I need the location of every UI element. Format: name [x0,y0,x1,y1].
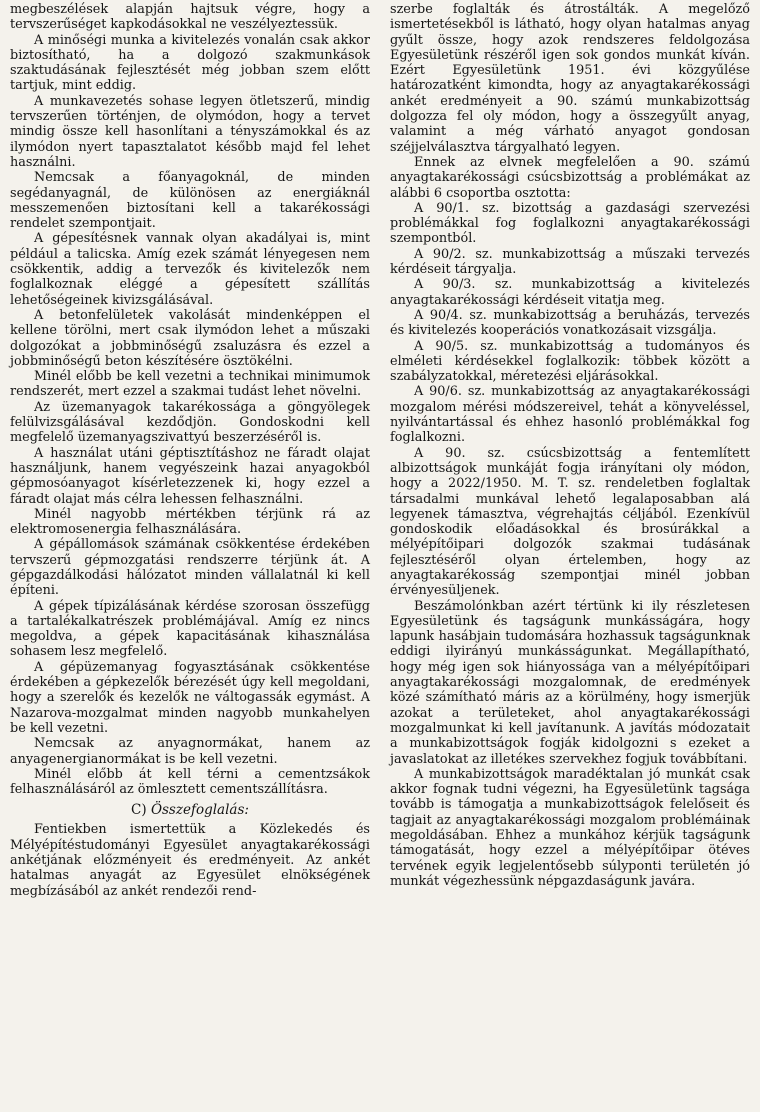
paragraph: A 90/6. sz. munkabizottság az anyagtakarékossági mozgalom mérési módszereivel, tehát a könyveléssel, nyilvántartással és ehhez hasonló problémákkal fog foglalkozni. [390,384,750,446]
paragraph: A gépek típizálásának kérdése szorosan összefügg a tartalékalkatrészek problémájával. Amíg ez nincs megoldva, a gépek kapacitásának kihasználása sohasem lesz megfelelő. [10,598,370,660]
paragraph: Nemcsak az anyagnormákat, hanem az anyagenergianormákat is be kell vezetni. [10,736,370,767]
paragraph: A minőségi munka a kivitelezés vonalán csak akkor biztosítható, ha a dolgozó szakmunkások szaktudásának fejlesztését még jobban szem előtt tartjuk, mint eddig. [10,32,370,94]
paragraph: A 90/2. sz. munkabizottság a műszaki tervezés kérdéseit tárgyalja. [390,246,750,278]
section-title: Összefoglalás: [150,802,249,819]
paragraph: A gépesítésnek vannak olyan akadályai is, mint például a talicska. Amíg ezek számát lényegesen nem csökkentik, addig a tervezők és kivitelezők nem foglalkoznak eléggé a gépesített szállítás lehetőségeinek kivizsgálásával. [10,231,370,308]
paragraph: A munkavezetés sohase legyen ötletszerű, mindig tervszerűen történjen, de olymódon, hogy a tervet mindig össze kell hasonlítani a tényszámokkal és az ilymódon nyert tapasztalatot később majd fel lehet használni. [10,93,370,170]
paragraph: Minél nagyobb mértékben térjünk rá az elektromosenergia felhasználására. [10,506,370,538]
paragraph: Beszámolónkban azért tértünk ki ily részletesen Egyesületünk és tagságunk munkásságára, hogy lapunk hasábjain tudomására hozhassuk tagságunknak eddigi ilyirányú munkásságunkat. Megállapítható, hogy még igen sok hiányossága van a mélyépítőipari anyagtakarékossági mozgalomnak, de eredmények közé számítható máris az a körülmény, hogy ismerjük azokat a területeket, ahol anyagtakarékossági mozgalmunkat ki kell javítanunk. A javítás módozatait a munkabizottságok fogják kidolgozni s ezeket a javaslatokat az illetékes szervekhez fogjuk továbbítani. [390,598,750,767]
paragraph: Nemcsak a főanyagoknál, de minden segédanyagnál, de különösen az energiáknál messzemenően biztosítani kell a takarékossági rendelet szempontjait. [10,170,370,232]
paragraph: A 90/3. sz. munkabizottság a kivitelezés anyagtakarékossági kérdéseit vitatja meg. [390,277,750,308]
section-heading [10,802,370,819]
section-number: C) [131,802,147,819]
paragraph: A 90/5. sz. munkabizottság a tudományos és elméleti kérdésekkel foglalkozik: többek között a szabályzatokkal, méretezési eljárásokkal. [390,338,750,385]
paragraph: A betonfelületek vakolását mindenképpen el kellene törölni, mert csak ilymódon lehet a műszaki dolgozókat a jobbminőségű zsaluzásra és ezzel a jobbminőségű beton készítésére ösztökélni. [10,307,370,369]
paragraph: A gépállomások számának csökkentése érdekében tervszerű gépmozgatási rendszerre térjünk át. A gépgazdálkodási hálózatot minden vállalatnál ki kell építeni. [10,537,370,599]
paragraph: Az üzemanyagok takarékossága a göngyölegek felülvizsgálásával kezdődjön. Gondoskodni kell megfelelő üzemanyagszivattyú beszerzéséről is. [10,399,370,446]
paragraph: A 90. sz. csúcsbizottság a fentemlített albizottságok munkáját fogja irányítani oly módon, hogy a 2022/1950. M. T. sz. rendeletben foglaltak társadalmi munkával lehető legalaposabban alá legyenek támasztva, végrehajtás céljából. Ezenkívül gondoskodik előadásokkal és brosúrákkal a mélyépítőipari dolgozók szakmai tudásának fejlesztéséről olyan értelemben, hogy az anyagtakarékosság szempontjai minél jobban érvényesüljenek. [390,445,750,599]
paragraph: Ennek az elvnek megfelelően a 90. számú anyagtakarékossági csúcsbizottság a problémákat az alábbi 6 csoportba osztotta: [390,154,750,201]
paragraph: A használat utáni géptisztításhoz ne fáradt olajat használjunk, hanem vegyészeink hazai anyagokból gépmosóanyagot kísérletezzenek ki, hogy ezzel a fáradt olajat más célra lehessen felhasználni. [10,445,370,507]
paragraph: szerbe foglalták és átrostálták. A megelőző ismertetésekből is látható, hogy olyan hatalmas anyag gyűlt össze, hogy azok rendszeres feldolgozása Egyesületünk részéről igen sok gondos munkát kíván. Ezért Egyesületünk 1951. évi közgyűlése határozatként kimondta, hogy az anyagtakarékossági ankét eredményeit a 90. számú munkabizottság dolgozza fel oly módon, hogy a összegyűlt anyag, valamint a még várható anyagot gondosan széjjelválasztva tárgyalható legyen. [390,2,750,155]
paragraph: Minél előbb be kell vezetni a technikai minimumok rendszerét, mert ezzel a szakmai tudást lehet növelni. [10,369,370,400]
paragraph: A gépüzemanyag fogyasztásának csökkentése érdekében a gépkezelők bérezését úgy kell megoldani, hogy a szerelők és kezelők ne váltogassák egymást. A Nazarova-mozgalmat minden nagyobb munkahelyen be kell vezetni. [10,659,370,736]
paragraph: A 90/4. sz. munkabizottság a beruházás, tervezés és kivitelezés kooperációs vonatkozásait vizsgálja. [390,307,750,339]
paragraph: Fentiekben ismertettük a Közlekedés és Mélyépítéstudományi Egyesület anyagtakarékossági ankétjának előzményeit és eredményeit. Az ankét hatalmas anyagát az Egyesület elnökségének megbízásából az ankét rendezői rend- [10,822,370,899]
paragraph: A 90/1. sz. bizottság a gazdasági szervezési problémákkal fog foglalkozni anyagtakarékossági szempontból. [390,200,750,247]
left-column [10,2,370,1112]
paragraph: megbeszélések alapján hajtsuk végre, hogy a tervszerűséget kapkodásokkal ne veszélyeztessük. [10,2,370,33]
paragraph: A munkabizottságok maradéktalan jó munkát csak akkor fognak tudni végezni, ha Egyesületünk tagsága tovább is támogatja a munkabizottságok felelőseit és tagjait az anyagtakarékossági mozgalom problémáinak megoldásában. Ehhez a munkához kérjük tagságunk támogatását, hogy ezzel a mélyépítőipar ötéves tervének egyik legjelentősebb súlyponti területén jó munkát végezhessünk népgazdaságunk javára. [390,766,750,889]
paragraph: Minél előbb át kell térni a cementzsákok felhasználásáról az ömlesztett cementszállításra. [10,766,370,798]
right-column [390,2,750,1112]
